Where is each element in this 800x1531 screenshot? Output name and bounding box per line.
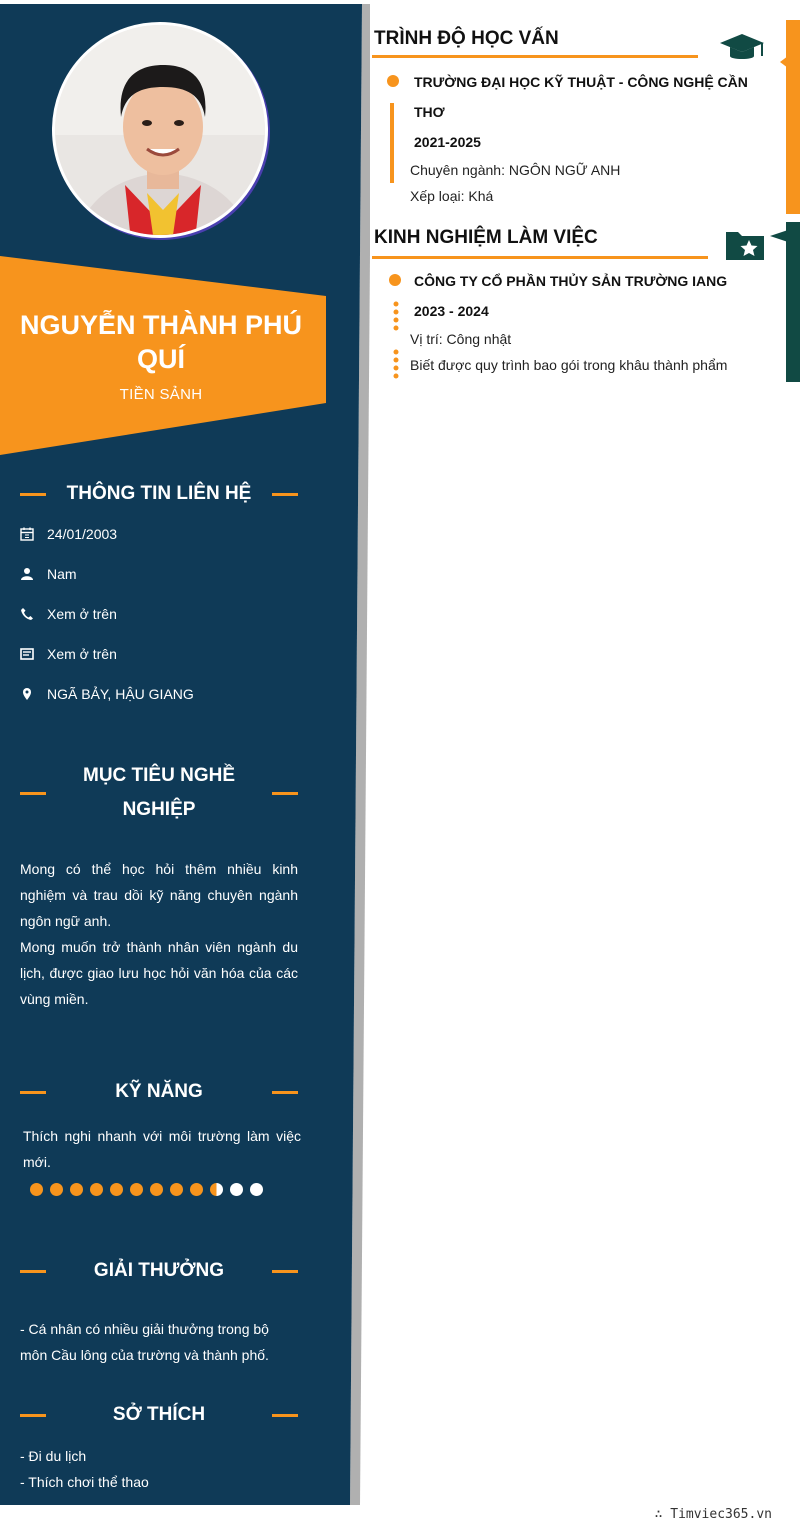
skills-heading <box>20 1075 298 1109</box>
heading-bar-left <box>20 1414 46 1417</box>
timeline-bullet <box>387 75 399 87</box>
skill-rating-dot <box>170 1183 183 1196</box>
candidate-name: NGUYỄN THÀNH PHÚ QUÍ <box>19 310 302 374</box>
contact-email <box>20 646 300 662</box>
contact-address <box>20 686 300 702</box>
skill-rating-dot <box>130 1183 143 1196</box>
education-major: Chuyên ngành: NGÔN NGỮ ANH <box>410 162 621 178</box>
experience-side-tab <box>768 222 800 384</box>
contact-phone <box>20 606 300 622</box>
heading-bar-left <box>20 792 46 795</box>
experience-description: Biết được quy trình bao gói trong khâu thành phẩm <box>410 357 728 373</box>
heading-bar-right <box>272 493 298 496</box>
folder-star-icon <box>724 228 766 262</box>
company-name: CÔNG TY CỔ PHẦN THỦY SẢN TRƯỜNG IANG <box>414 273 728 289</box>
experience-position: Vị trí: Công nhật <box>410 331 512 347</box>
skill-item: Thích nghi nhanh với môi trường làm việc mới. <box>23 1128 301 1170</box>
heading-bar-right <box>272 1091 298 1094</box>
heading-bar-right <box>272 1414 298 1417</box>
email-value: Xem ở trên <box>47 646 117 662</box>
objective-paragraph-1: Mong có thể học hỏi thêm nhiều kinh nghiệm và trau dồi kỹ năng chuyên ngành ngôn ngữ anh. <box>20 861 298 929</box>
school-name-line1: TRƯỜNG ĐẠI HỌC KỸ THUẬT - CÔNG NGHỆ CẦN <box>414 74 748 90</box>
skill-rating-dot <box>210 1183 223 1196</box>
graduation-cap-icon <box>718 32 766 64</box>
phone-value: Xem ở trên <box>47 606 117 622</box>
phone-icon <box>20 607 34 621</box>
user-icon <box>20 567 34 581</box>
hobby-item: - Thích chơi thể thao <box>20 1474 149 1490</box>
education-grade: Xếp loại: Khá <box>410 188 494 204</box>
location-icon <box>20 687 34 701</box>
hobbies-heading-text: SỞ THÍCH <box>112 1404 206 1425</box>
objective-heading-line2: NGHIỆP <box>122 799 196 820</box>
skill-rating-dot <box>150 1183 163 1196</box>
timeline-line <box>390 103 394 183</box>
heading-bar-right <box>272 1270 298 1273</box>
gender-value: Nam <box>47 566 77 582</box>
contact-gender <box>20 566 300 582</box>
education-heading: TRÌNH ĐỘ HỌC VẤN <box>374 28 559 49</box>
awards-heading-text: GIẢI THƯỞNG <box>93 1260 225 1281</box>
skill-rating-dot <box>230 1183 243 1196</box>
heading-bar-left <box>20 493 46 496</box>
contact-birthday <box>20 526 300 542</box>
skill-rating-dot <box>190 1183 203 1196</box>
education-period: 2021-2025 <box>414 134 481 150</box>
avatar-photo <box>55 25 268 238</box>
contact-heading-text: THÔNG TIN LIÊN HỆ <box>66 483 252 504</box>
experience-heading-underline <box>372 256 708 259</box>
education-side-tab <box>780 20 800 216</box>
timeline-bullet <box>389 274 401 286</box>
contact-heading <box>20 477 298 511</box>
skills-heading-text: KỸ NĂNG <box>115 1081 203 1102</box>
email-icon <box>20 647 34 661</box>
hobbies-list <box>20 1443 298 1495</box>
address-value: NGÃ BẢY, HẬU GIANG <box>47 686 194 702</box>
birthday-value: 24/01/2003 <box>47 526 118 542</box>
hobby-item: - Đi du lịch <box>20 1448 87 1464</box>
avatar <box>52 22 268 238</box>
skill-rating-dot <box>90 1183 103 1196</box>
heading-bar-left <box>20 1091 46 1094</box>
hobbies-heading <box>20 1398 298 1432</box>
objective-paragraph-2: Mong muốn trở thành nhân viên ngành du lịch, được giao lưu học hỏi văn hóa của các vùng miền. <box>20 939 298 1007</box>
timeline-dotted-line <box>392 300 400 380</box>
skill-rating <box>30 1183 263 1196</box>
education-heading-underline <box>372 55 698 58</box>
skill-rating-dot <box>110 1183 123 1196</box>
footer-brand[interactable]: ∴ Timviec365.vn <box>654 1507 772 1522</box>
awards-text: - Cá nhân có nhiều giải thưởng trong bộ môn Cầu lông của trường và thành phố. <box>20 1321 269 1363</box>
skill-rating-dot <box>250 1183 263 1196</box>
heading-bar-right <box>272 792 298 795</box>
awards-heading <box>20 1254 298 1288</box>
skill-rating-dot <box>70 1183 83 1196</box>
objective-heading-text <box>46 759 272 827</box>
experience-period: 2023 - 2024 <box>414 303 489 319</box>
job-title: TIỀN SẢNH <box>119 386 203 403</box>
school-name-line2: THƠ <box>414 104 445 120</box>
skill-rating-dot <box>50 1183 63 1196</box>
objective-text <box>20 856 298 1012</box>
heading-bar-left <box>20 1270 46 1273</box>
skill-rating-dot <box>30 1183 43 1196</box>
objective-heading-line1: MỤC TIÊU NGHỀ <box>83 765 235 786</box>
experience-heading: KINH NGHIỆM LÀM VIỆC <box>374 227 598 248</box>
objective-heading <box>20 759 298 827</box>
calendar-icon <box>20 527 34 541</box>
